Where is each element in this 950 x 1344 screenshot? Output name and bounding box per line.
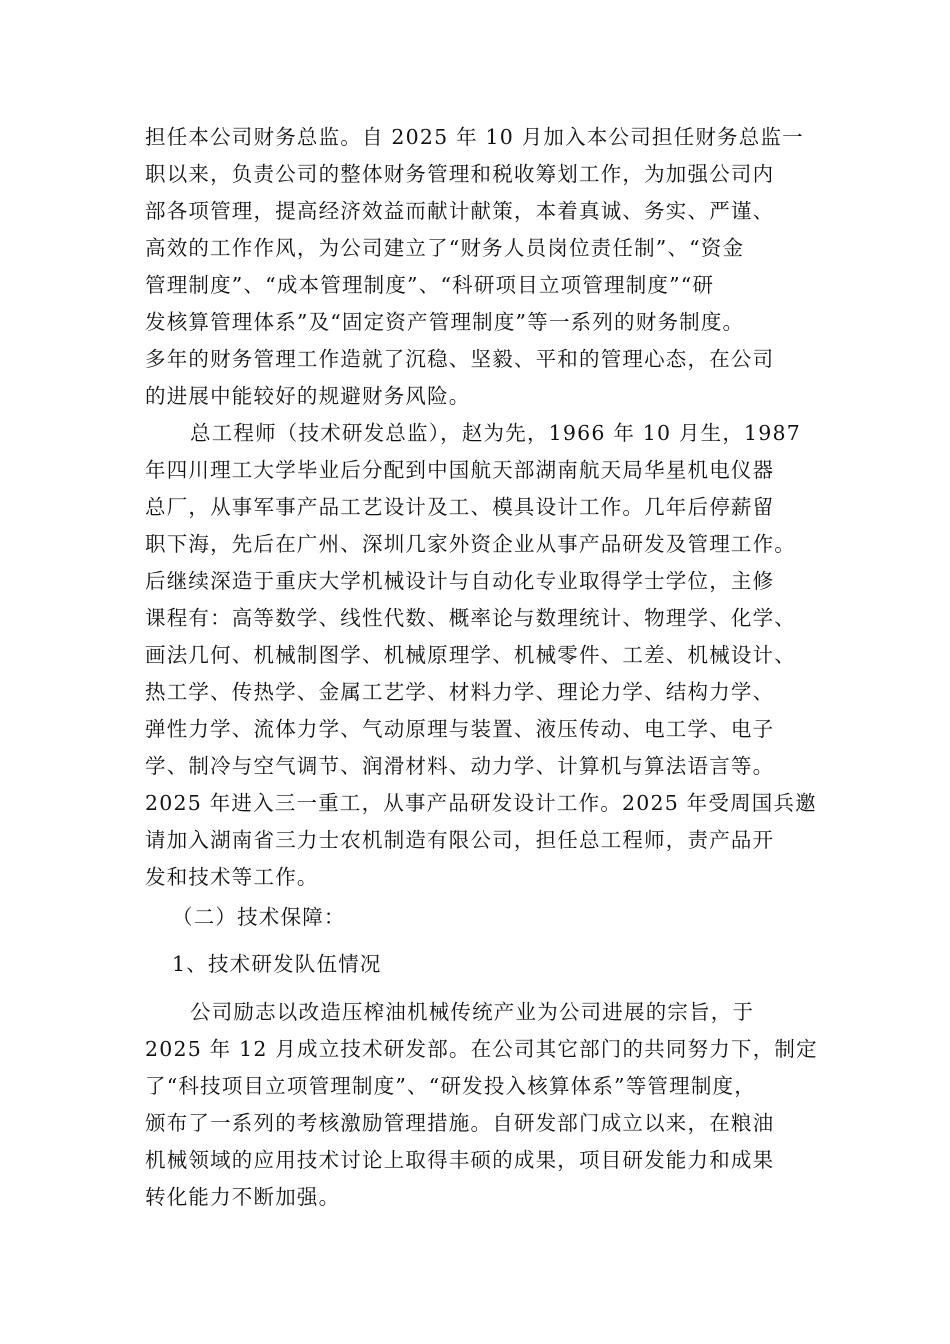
text-line-5: 管理制度”、“成本管理制度”、“科研项目立项管理制度”“研	[145, 273, 715, 297]
text-line-10: 年四川理工大学毕业后分配到中国航天部湖南航天局华星机电仪器	[145, 458, 775, 482]
text-line-16: 热工学、传热学、金属工艺学、材料力学、理论力学、结构力学、	[145, 680, 775, 704]
text-line-20: 请加入湖南省三力士农机制造有限公司，担任总工程师，责产品开	[145, 828, 775, 852]
subsection-heading-rd-team: 1、技术研发队伍情况	[172, 952, 382, 976]
text-line-4: 高效的工作作风，为公司建立了“财务人员岗位责任制”、“资金	[145, 236, 745, 260]
text-line-25: 2025 年 12 月成立技术研发部。在公司其它部门的共同努力下，制定	[145, 1037, 818, 1061]
text-line-3: 部各项管理，提高经济效益而献计献策，本着真诚、务实、严谨、	[145, 199, 775, 223]
text-line-14: 课程有：高等数学、线性代数、概率论与数理统计、物理学、化学、	[145, 606, 796, 630]
text-line-1: 担任本公司财务总监。自 2025 年 10 月加入本公司担任财务总监一	[145, 125, 804, 149]
text-line-29: 转化能力不断加强。	[145, 1185, 341, 1209]
text-line-7: 多年的财务管理工作造就了沉稳、坚毅、平和的管理心态，在公司	[145, 347, 775, 371]
text-line-21: 发和技术等工作。	[145, 865, 319, 889]
text-line-15: 画法几何、机械制图学、机械原理学、机械零件、工差、机械设计、	[145, 643, 796, 667]
text-line-27: 颁布了一系列的考核激励管理措施。自研发部门成立以来，在粮油	[145, 1111, 775, 1135]
paragraph-chief-engineer: 总工程师（技术研发总监），赵为先，1966 年 10 月生，1987	[190, 421, 802, 445]
text-line-17: 弹性力学、流体力学、气动原理与装置、液压传动、电工学、电子	[145, 717, 775, 741]
text-line-28: 机械领域的应用技术讨论上取得丰硕的成果，项目研发能力和成果	[145, 1148, 775, 1172]
text-line-6: 发核算管理体系”及“固定资产管理制度”等一系列的财务制度。	[145, 310, 745, 334]
text-line-26: 了“科技项目立项管理制度”、“研发投入核算体系”等管理制度，	[145, 1074, 756, 1098]
text-line-12: 职下海，先后在广州、深圳几家外资企业从事产品研发及管理工作。	[145, 532, 796, 556]
text-line-11: 总厂，从事军事产品工艺设计及工、模具设计工作。几年后停薪留	[145, 495, 775, 519]
text-line-2: 职以来，负责公司的整体财务管理和税收筹划工作，为加强公司内	[145, 162, 775, 186]
section-heading-technical-support: （二）技术保障：	[172, 905, 346, 929]
text-line-19: 2025 年进入三一重工，从事产品研发设计工作。2025 年受周国兵邀	[145, 791, 817, 815]
text-line-18: 学、制冷与空气调节、润滑材料、动力学、计算机与算法语言等。	[145, 754, 775, 778]
text-line-8: 的进展中能较好的规避财务风险。	[145, 384, 471, 408]
text-line-13: 后继续深造于重庆大学机械设计与自动化专业取得学士学位，主修	[145, 569, 775, 593]
paragraph-rd-team: 公司励志以改造压榨油机械传统产业为公司进展的宗旨，于	[190, 1000, 755, 1024]
